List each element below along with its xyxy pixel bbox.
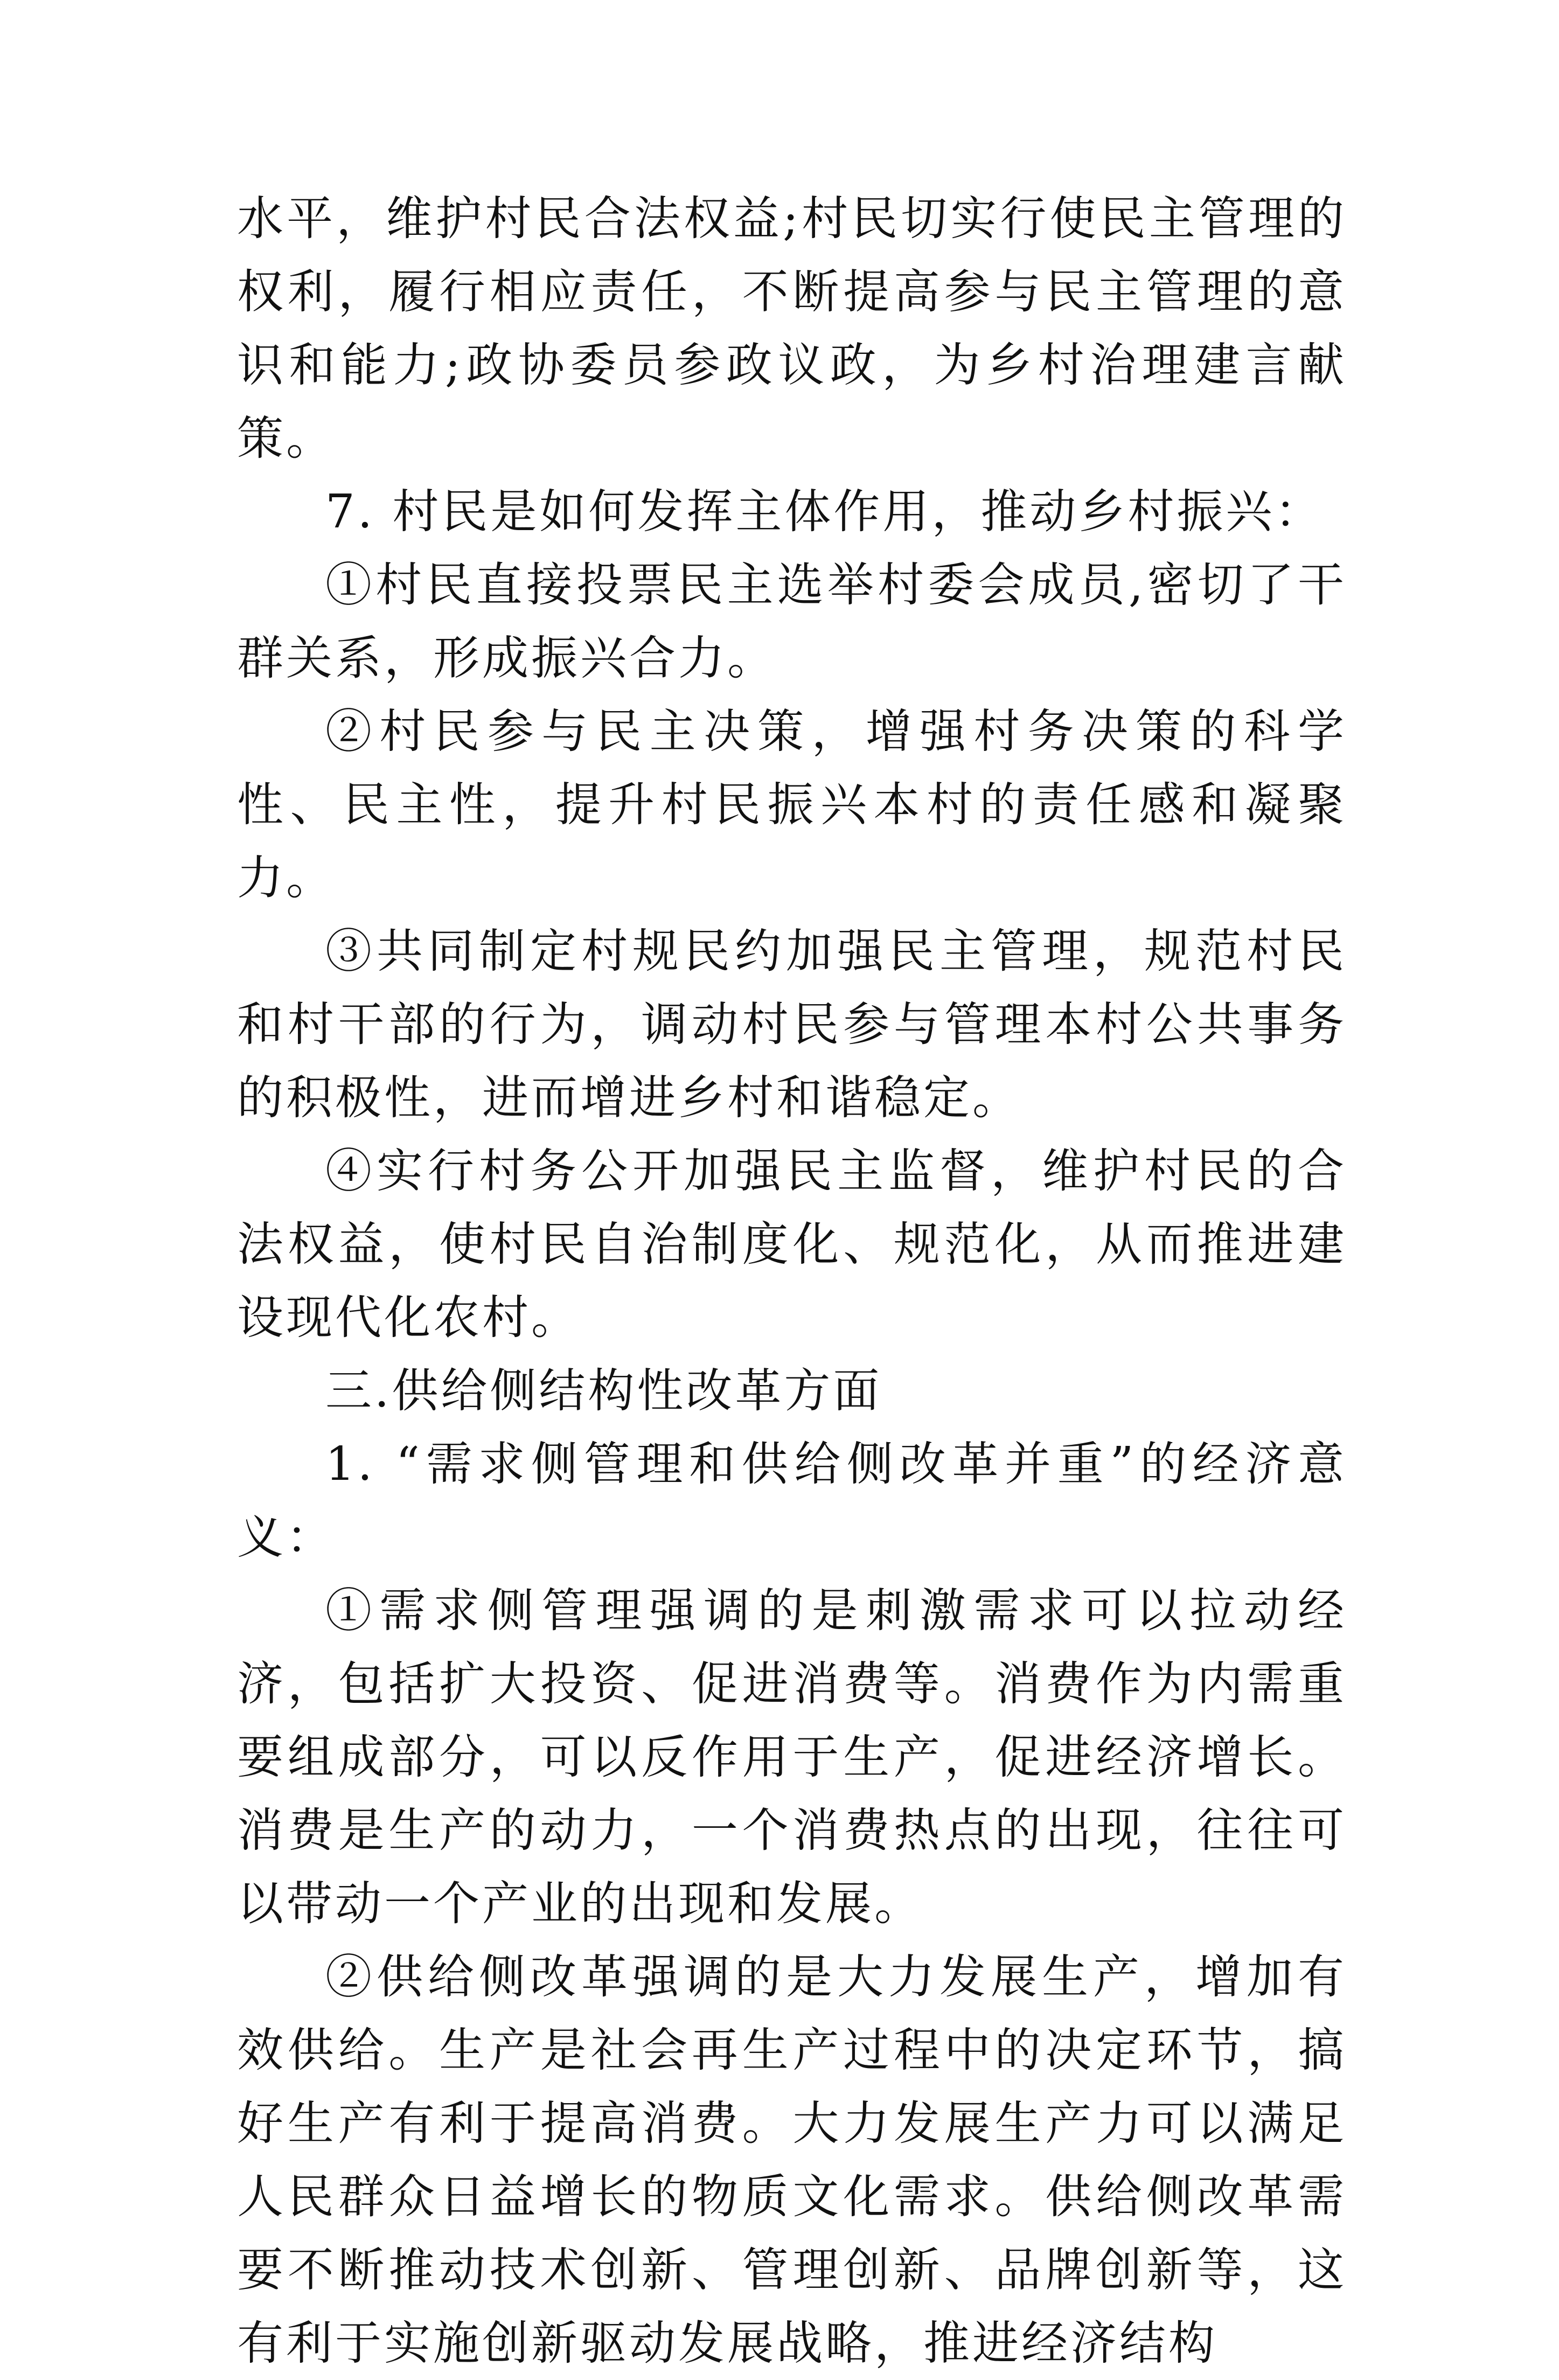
paragraph-supply-side: ②供给侧改革强调的是大力发展生产，增加有效供给。生产是社会再生产过程中的决定环节，搞好生产有利于提高消费。大力发展生产力可以满足人民群众日益增长的物质文化需求。供给侧改革需要不断推动技术创新、管理创新、品牌创新等，这有利于实施创新驱动发展战略，推进经济结构 bbox=[237, 1950, 1347, 2370]
paragraph-point-2: ②村民参与民主决策，增强村务决策的科学性、民主性，提升村民振兴本村的责任感和凝聚力。 bbox=[237, 705, 1347, 905]
paragraph-point-4: ④实行村务公开加强民主监督，维护村民的合法权益，使村民自治制度化、规范化，从而推进建设现代化农村。 bbox=[237, 1144, 1347, 1345]
paragraph-demand-side: ①需求侧管理强调的是刺激需求可以拉动经济，包括扩大投资、促进消费等。消费作为内需重要组成部分，可以反作用于生产，促进经济增长。消费是生产的动力，一个消费热点的出现，往往可以带动一个产业的出现和发展。 bbox=[237, 1584, 1347, 1931]
paragraph-point-1: ①村民直接投票民主选举村委会成员,密切了干群关系，形成振兴合力。 bbox=[237, 558, 1347, 685]
document-body bbox=[237, 182, 1347, 2380]
paragraph-question-7: 7. 村民是如何发挥主体作用，推动乡村振兴： bbox=[325, 485, 1324, 539]
paragraph-question-1: 1. “需求侧管理和供给侧改革并重”的经济意义： bbox=[237, 1437, 1347, 1564]
paragraph-point-3: ③共同制定村规民约加强民主管理，规范村民和村干部的行为，调动村民参与管理本村公共事务的积极性，进而增进乡村和谐稳定。 bbox=[237, 924, 1347, 1125]
paragraph-continuation: 水平，维护村民合法权益;村民切实行使民主管理的权利，履行相应责任，不断提高参与民主管理的意识和能力;政协委员参政议政，为乡村治理建言献策。 bbox=[237, 192, 1347, 465]
section-heading-supply-side: 三.供给侧结构性改革方面 bbox=[325, 1364, 882, 1418]
